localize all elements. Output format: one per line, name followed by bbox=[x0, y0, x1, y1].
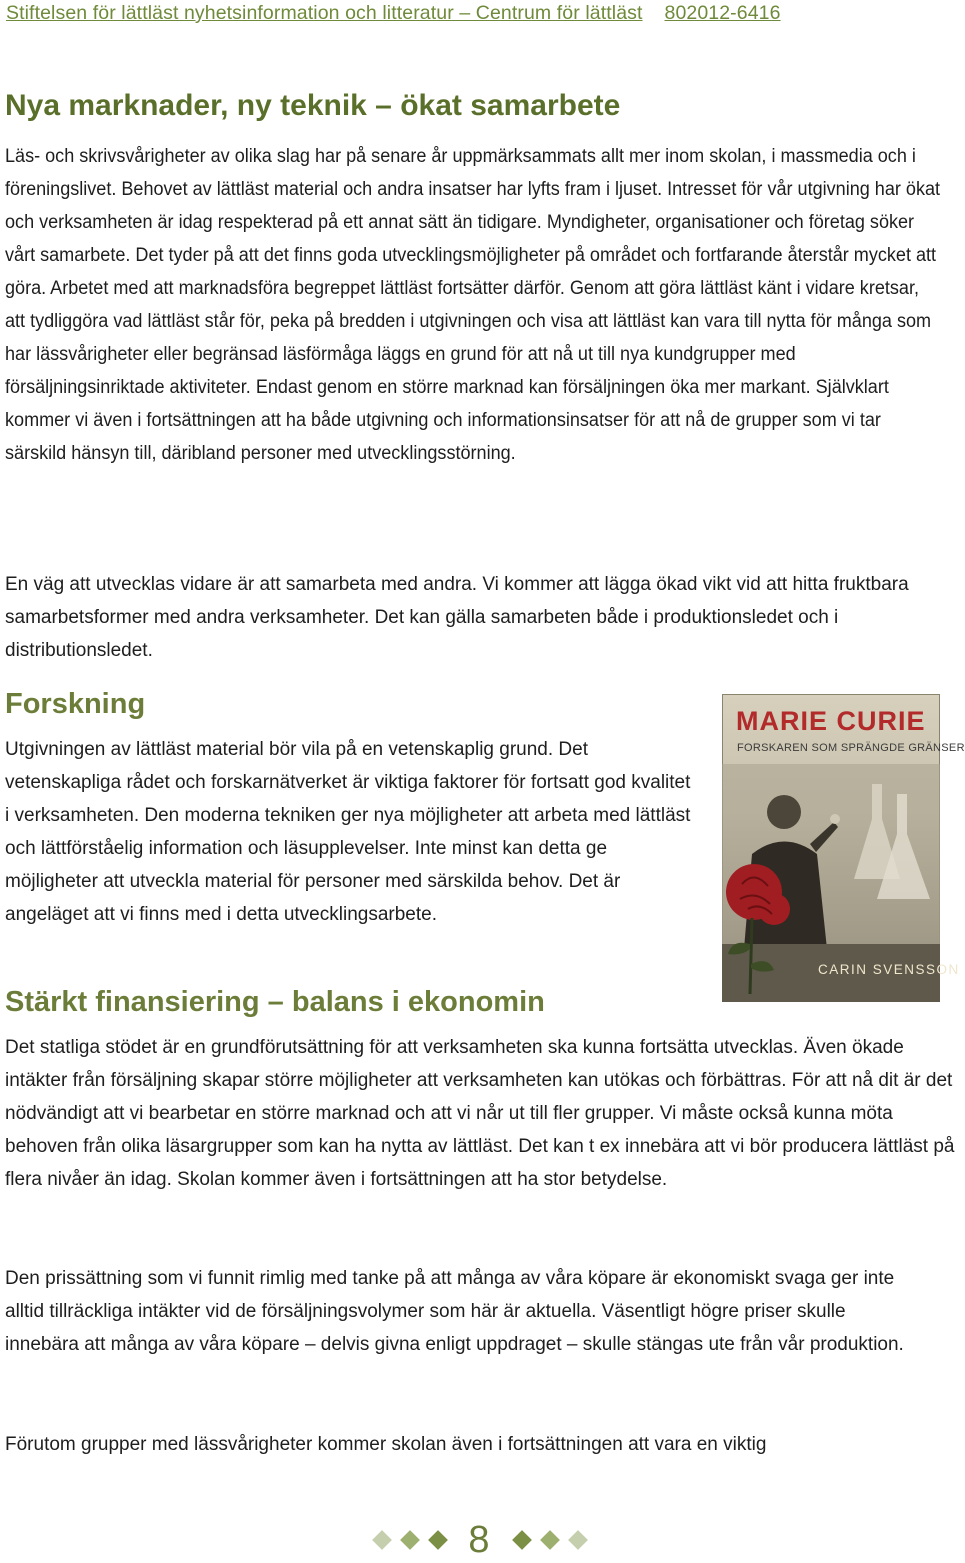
book-cover-image bbox=[722, 694, 965, 1002]
heading-markets: Nya marknader, ny teknik – ökat samarbete bbox=[5, 89, 621, 122]
heading-research: Forskning bbox=[5, 688, 146, 720]
paragraph-finance-3: Förutom grupper med lässvårigheter kommer skolan även i fortsättningen att vara en viktig bbox=[5, 1434, 767, 1455]
book-title: MARIE CURIE bbox=[736, 706, 926, 736]
page-number: 8 bbox=[468, 1518, 490, 1561]
diamond-ornament-icon bbox=[401, 1530, 421, 1550]
diamond-ornament-icon bbox=[512, 1530, 532, 1550]
diamond-ornament-icon bbox=[568, 1530, 588, 1550]
registration-number: 802012-6416 bbox=[664, 2, 781, 24]
paragraph-markets-1: Läs- och skrivsvårigheter av olika slag har på senare år uppmärksammats allt mer inom skolan, i massmedia och i föreningslivet. Behovet av lättläst material och andra insatser har lyfts fram i ljuset. Intresset för vår utgivning har ökat och verksamheten är idag respekterad på ett annat sätt än tidigare. Myndigheter, organisationer och företag söker vårt samarbete. Det tyder på att det finns goda utvecklingsmöjligheter på området och fortfarande återstår mycket att göra. Arbetet med att marknadsföra begreppet lättläst fortsätter därför. Genom att göra lättläst känt i vidare kretsar, att tydliggöra vad lättläst står för, peka på bredden i utgivningen och visa att lättläst kan vara till nytta för många som har lässvårigheter eller begränsad läsförmåga läggs en grund för att nå ut till nya kundgrupper med försäljningsinriktade aktiviteter. Endast genom en större marknad kan försäljningen öka mer markant. Självklart kommer vi även i fortsättningen att ha både utgivning och informationsinsatser för att nå de grupper som vi tar särskild hänsyn till, däribland personer med utvecklingsstörning. bbox=[5, 146, 941, 464]
paragraph-finance-1: Det statliga stödet är en grundförutsättning för att verksamheten ska kunna fortsätta utvecklas. Även ökade intäkter från försäljning skapar större möjligheter att verksamheten kan utökas och förbättras. För att nå dit är det nödvändigt att vi bearbetar en större marknad och att vi når ut till fler grupper. Vi måste också kunna möta behoven från olika läsargrupper som kan ha nytta av lättläst. Det kan t ex innebära att vi bör producera lättläst på flera nivåer än idag. Skolan kommer även i fortsättningen att ha stor betydelse. bbox=[5, 1037, 955, 1190]
heading-finance: Stärkt finansiering – balans i ekonomin bbox=[5, 986, 545, 1018]
page-footer bbox=[0, 1520, 960, 1560]
diamond-ornament-icon bbox=[373, 1530, 393, 1550]
paragraph-markets-2: En väg att utvecklas vidare är att samarbeta med andra. Vi kommer att lägga ökad vikt vid att hitta fruktbara samarbetsformer med andra verksamheter. Det kan gälla samarbeten både i produktionsledet och i distributionsledet. bbox=[5, 574, 909, 661]
book-cover-illustration bbox=[722, 694, 940, 1002]
organization-name: Stiftelsen för lättläst nyhetsinformation och litteratur – Centrum för lättläst bbox=[6, 2, 643, 24]
page-header bbox=[6, 2, 956, 25]
paragraph-finance-2: Den prissättning som vi funnit rimlig med tanke på att många av våra köpare är ekonomiskt svaga ger inte alltid tillräckliga intäkter vid de försäljningsvolymer som här är aktuella. Väsentligt högre priser skulle innebära att många av våra köpare – delvis givna enligt uppdraget – skulle stängas ute från vår produktion. bbox=[5, 1268, 904, 1355]
book-subtitle: FORSKAREN SOM SPRÄNGDE GRÄNSER bbox=[737, 742, 965, 754]
paragraph-research-1: Utgivningen av lättläst material bör vila på en vetenskaplig grund. Det vetenskapliga rådet och forskarnätverket är viktiga faktorer för fortsatt god kvalitet i verksamheten. Den moderna tekniken ger nya möjligheter att arbeta med lättläst och lättförståelig information och läsupplevelser. Inte minst kan detta ge möjligheter att utveckla material för personer med särskilda behov. Det är angeläget att vi finns med i detta utvecklingsarbete. bbox=[5, 739, 691, 925]
book-author: CARIN SVENSSON bbox=[818, 962, 960, 977]
diamond-ornament-icon bbox=[540, 1530, 560, 1550]
diamond-ornament-icon bbox=[429, 1530, 449, 1550]
